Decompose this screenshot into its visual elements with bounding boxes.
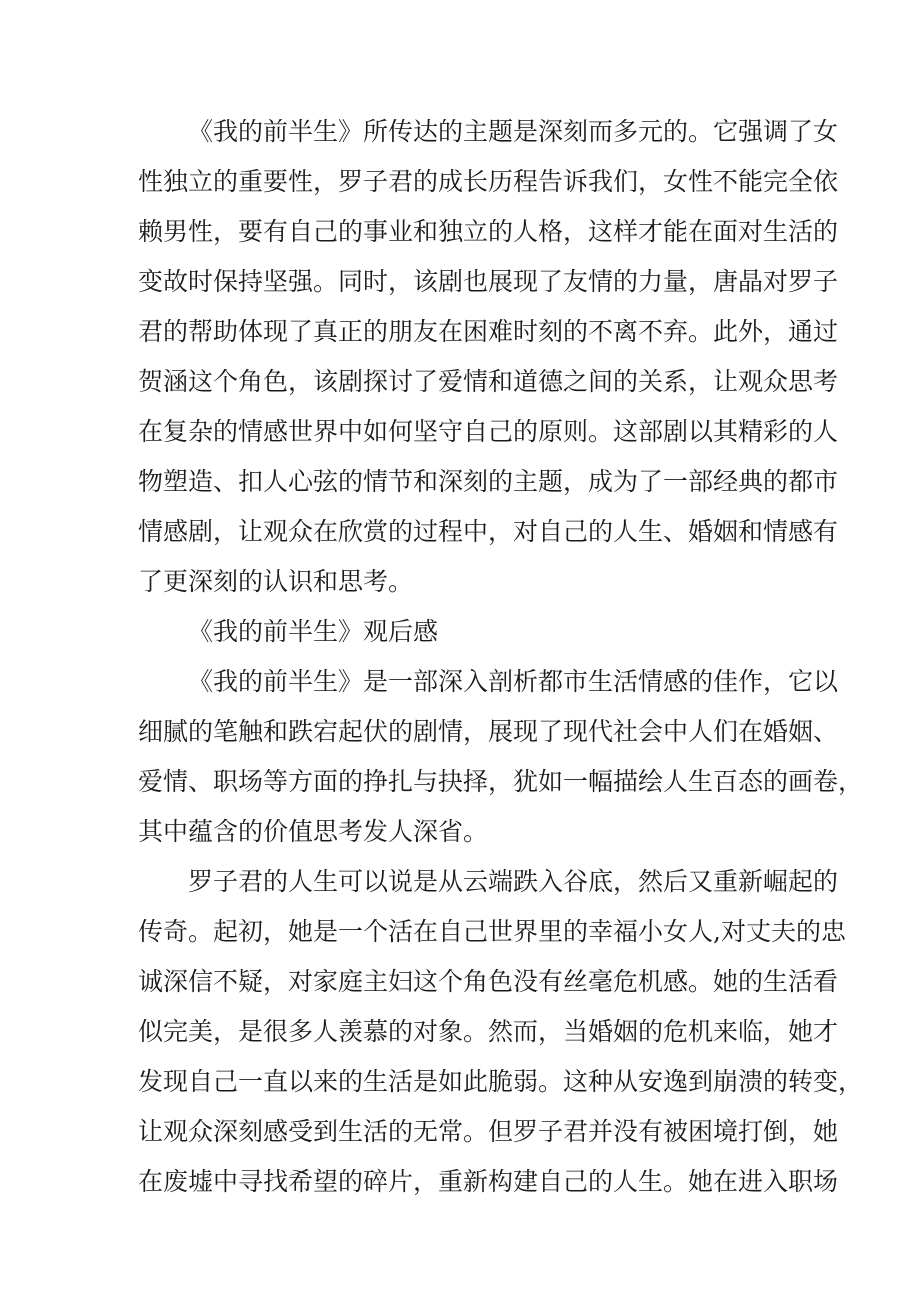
paragraph-1-line-1: 《我的前半生》所传达的主题是深刻而多元的。它强调了女 xyxy=(188,117,839,146)
paragraph-1-line-9: 情感剧，让观众在欣赏的过程中，对自己的人生、婚姻和情感有 xyxy=(138,517,839,546)
paragraph-3-line-7: 在废墟中寻找希望的碎片，重新构建自己的人生。她在进入职场 xyxy=(138,1167,839,1196)
paragraph-2-line-4: 其中蕴含的价值思考发人深省。 xyxy=(138,817,489,846)
paragraph-1-line-7: 在复杂的情感世界中如何坚守自己的原则。这部剧以其精彩的人 xyxy=(138,417,839,446)
paragraph-3-line-6: 让观众深刻感受到生活的无常。但罗子君并没有被困境打倒，她 xyxy=(138,1117,839,1146)
paragraph-2-line-3: 爱情、职场等方面的挣扎与抉择，犹如一幅描绘人生百态的画卷， xyxy=(138,767,864,796)
paragraph-2-line-1: 《我的前半生》是一部深入剖析都市生活情感的佳作，它以 xyxy=(188,667,839,696)
paragraph-3-line-3: 诚深信不疑，对家庭主妇这个角色没有丝毫危机感。她的生活看 xyxy=(138,967,839,996)
paragraph-3-line-4: 似完美，是很多人羡慕的对象。然而，当婚姻的危机来临，她才 xyxy=(138,1017,839,1046)
paragraph-3-line-2: 传奇。起初，她是一个活在自己世界里的幸福小女人,对丈夫的忠 xyxy=(138,917,846,946)
paragraph-3-line-1: 罗子君的人生可以说是从云端跌入谷底，然后又重新崛起的 xyxy=(188,867,839,896)
paragraph-2-line-2: 细腻的笔触和跌宕起伏的剧情，展现了现代社会中人们在婚姻、 xyxy=(138,717,839,746)
paragraph-1-line-10: 了更深刻的认识和思考。 xyxy=(138,567,414,596)
paragraph-1-line-8: 物塑造、扣人心弦的情节和深刻的主题，成为了一部经典的都市 xyxy=(138,467,839,496)
paragraph-1-line-4: 变故时保持坚强。同时，该剧也展现了友情的力量，唐晶对罗子 xyxy=(138,267,839,296)
paragraph-3-line-5: 发现自己一直以来的生活是如此脆弱。这种从安逸到崩溃的转变， xyxy=(138,1067,864,1096)
paragraph-1-line-5: 君的帮助体现了真正的朋友在困难时刻的不离不弃。此外，通过 xyxy=(138,317,839,346)
section-heading: 《我的前半生》观后感 xyxy=(188,617,439,646)
paragraph-1-line-6: 贺涵这个角色，该剧探讨了爱情和道德之间的关系，让观众思考 xyxy=(138,367,839,396)
paragraph-1-line-2: 性独立的重要性，罗子君的成长历程告诉我们，女性不能完全依 xyxy=(138,167,839,196)
paragraph-1-line-3: 赖男性，要有自己的事业和独立的人格，这样才能在面对生活的 xyxy=(138,217,839,246)
